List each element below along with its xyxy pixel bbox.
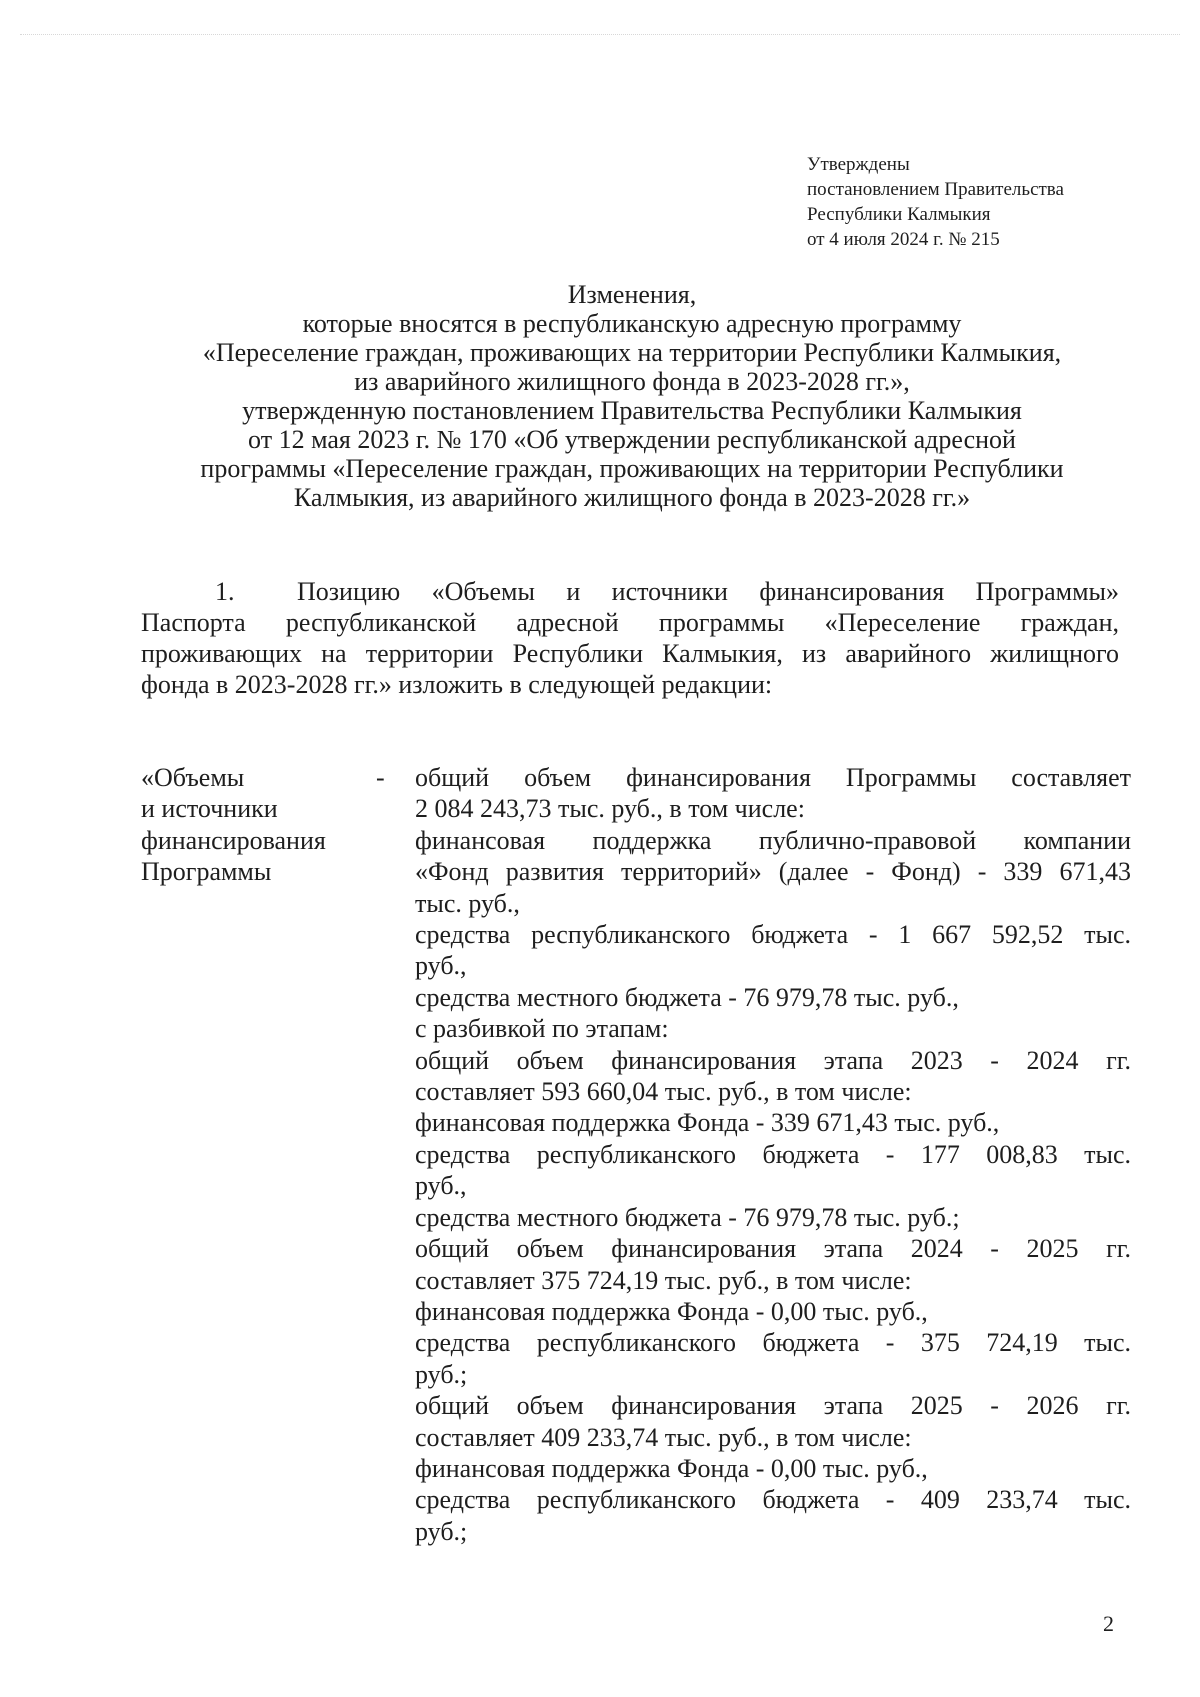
title-line: утвержденную постановлением Правительства Республики Калмыкия	[242, 396, 1022, 425]
passport-content-line: общий объем финансирования этапа 2023 - 2024 гг.	[415, 1045, 1131, 1075]
passport-label	[141, 762, 371, 888]
scan-edge-divider	[20, 34, 1180, 36]
title-line: программы «Переселение граждан, проживающих на территории Республики	[200, 454, 1064, 483]
approval-stamp	[807, 152, 1064, 252]
title-line: которые вносятся в республиканскую адресную программу	[302, 309, 962, 338]
passport-label-line: финансирования	[141, 825, 326, 855]
passport-content	[415, 762, 1131, 1547]
page-number: 2	[1103, 1611, 1114, 1636]
passport-content-line: общий объем финансирования этапа 2024 - 2025 гг.	[415, 1234, 1131, 1264]
passport-dash: -	[376, 763, 385, 792]
passport-content-line: руб.;	[415, 1516, 468, 1546]
passport-content-line: составляет 409 233,74 тыс. руб., в том числе:	[415, 1422, 912, 1452]
passport-content-line: 2 084 243,73 тыс. руб., в том числе:	[415, 794, 805, 824]
approval-line: Республики Калмыкия	[807, 204, 991, 225]
title-line: Калмыкия, из аварийного жилищного фонда в 2023-2028 гг.»	[293, 483, 971, 512]
paragraph-1	[141, 576, 1119, 700]
title-line: Изменения,	[567, 280, 697, 309]
passport-content-line: финансовая поддержка Фонда - 0,00 тыс. руб.,	[415, 1296, 928, 1326]
passport-content-line: руб.,	[415, 951, 467, 981]
passport-content-line: средства местного бюджета - 76 979,78 тыс. руб.,	[415, 982, 959, 1012]
paragraph-line: фонда в 2023-2028 гг.» изложить в следующей редакции:	[141, 670, 773, 699]
passport-label-line: Программы	[141, 857, 272, 887]
paragraph-line: проживающих на территории Республики Калмыкия, из аварийного жилищного	[141, 639, 1119, 668]
passport-content-line: средства республиканского бюджета - 375 724,19 тыс.	[415, 1328, 1131, 1358]
passport-content-line: руб.;	[415, 1359, 468, 1389]
passport-content-line: средства республиканского бюджета - 1 667 592,52 тыс.	[415, 920, 1131, 950]
approval-line: Утверждены	[807, 154, 910, 175]
paragraph-line	[141, 576, 1119, 607]
title-line: от 12 мая 2023 г. № 170 «Об утверждении республиканской адресной	[248, 425, 1016, 454]
title-line: из аварийного жилищного фонда в 2023-2028 гг.»,	[354, 367, 910, 396]
approval-line: от 4 июля 2024 г. № 215	[807, 229, 1000, 250]
passport-content-line: общий объем финансирования этапа 2025 - 2026 гг.	[415, 1391, 1131, 1421]
passport-content-line: составляет 593 660,04 тыс. руб., в том числе:	[415, 1077, 912, 1107]
passport-content-line: средства местного бюджета - 76 979,78 тыс. руб.;	[415, 1202, 960, 1232]
document-title	[120, 280, 1144, 512]
paragraph-line: Паспорта республиканской адресной программы «Переселение граждан,	[141, 608, 1119, 637]
passport-content-line: составляет 375 724,19 тыс. руб., в том числе:	[415, 1265, 912, 1295]
passport-content-line: финансовая поддержка публично-правовой компании	[415, 825, 1131, 855]
passport-content-line: «Фонд развития территорий» (далее - Фонд) - 339 671,43	[415, 857, 1131, 887]
passport-content-line: руб.,	[415, 1171, 467, 1201]
paragraph-number: 1.	[215, 577, 235, 606]
passport-content-line: финансовая поддержка Фонда - 0,00 тыс. руб.,	[415, 1453, 928, 1483]
passport-content-line: общий объем финансирования Программы составляет	[415, 763, 1131, 792]
passport-content-line: с разбивкой по этапам:	[415, 1014, 669, 1044]
passport-content-line: тыс. руб.,	[415, 888, 520, 918]
paragraph-line-text: Позицию «Объемы и источники финансирования Программы»	[297, 577, 1119, 606]
passport-content-line: финансовая поддержка Фонда - 339 671,43 тыс. руб.,	[415, 1108, 1000, 1138]
approval-line: постановлением Правительства	[807, 179, 1064, 200]
passport-content-line: средства республиканского бюджета - 177 008,83 тыс.	[415, 1139, 1131, 1169]
passport-content-line: средства республиканского бюджета - 409 233,74 тыс.	[415, 1485, 1131, 1515]
passport-label-line: «Объемы	[141, 763, 245, 792]
passport-label-line: и источники	[141, 794, 278, 824]
title-line: «Переселение граждан, проживающих на территории Республики Калмыкия,	[202, 338, 1062, 367]
